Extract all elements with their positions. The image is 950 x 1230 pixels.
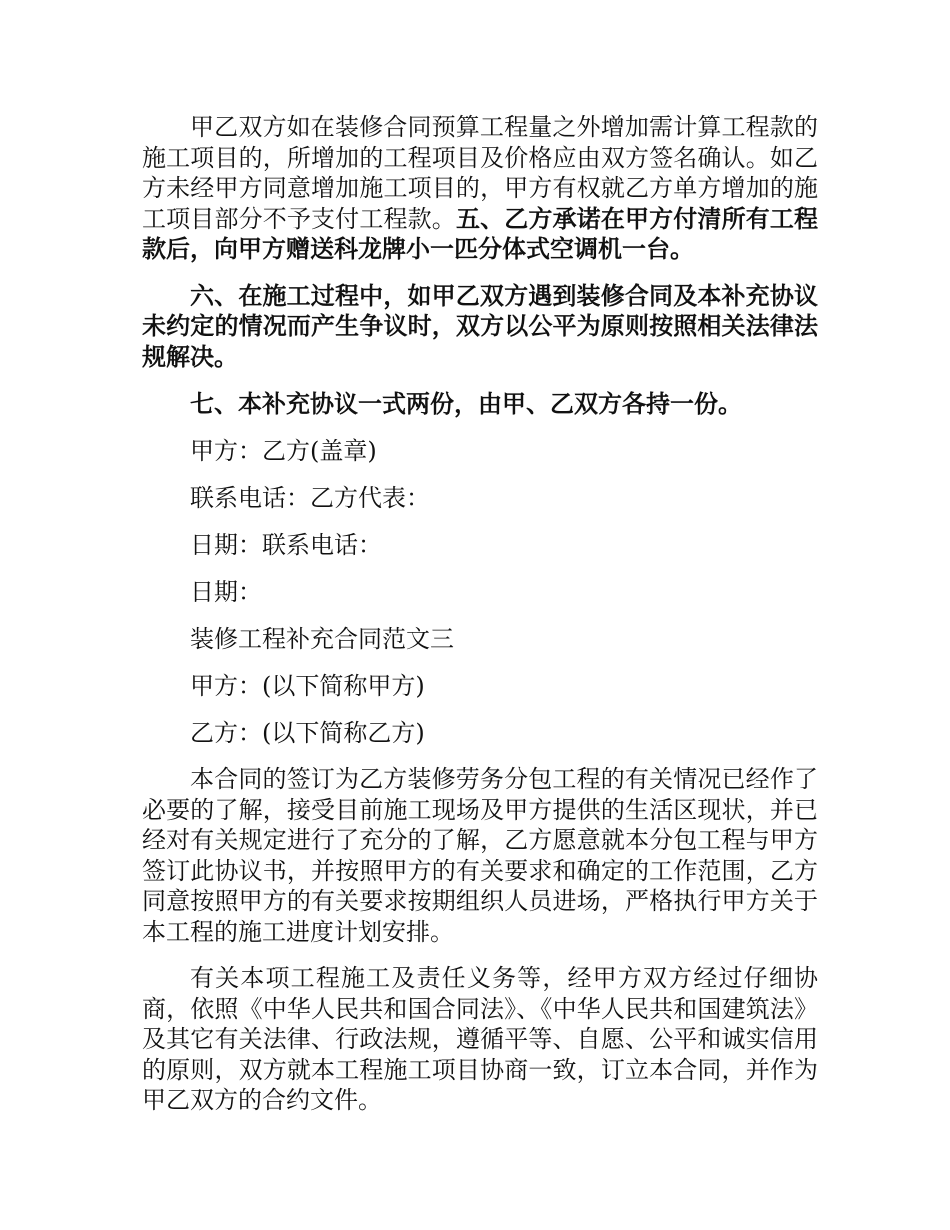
signature-line-4: 日期： (190, 578, 262, 606)
signature-line-1: 甲方：乙方(盖章) (190, 437, 377, 465)
signature-line-2: 联系电话：乙方代表： (190, 484, 430, 512)
signature-line-3: 日期：联系电话： (190, 531, 382, 559)
document-page (142, 112, 818, 1132)
section-title: 装修工程补充合同范文三 (190, 625, 454, 653)
clause-5-bold: 五、乙方承诺在甲方付清所有工程款后，向甲方赠送科龙牌小一匹分体式空调机一台。 (142, 203, 819, 263)
paragraph-extra-items (142, 112, 818, 265)
party-b-line: 乙方：(以下简称乙方) (190, 719, 425, 747)
paragraph-extra-items-text: 甲乙双方如在装修合同预算工程量之外增加需计算工程款的施工项目的，所增加的工程项目及价格应由双方签名确认。如乙方未经甲方同意增加施工项目的，甲方有权就乙方单方增加的施工项目部分不予支付工程款。 (142, 113, 818, 233)
party-a-line: 甲方：(以下简称甲方) (190, 672, 425, 700)
paragraph-legal-basis: 有关本项工程施工及责任义务等，经甲方双方经过仔细协商，依照《中华人民共和国合同法》、《中华人民共和国建筑法》及其它有关法律、行政法规，遵循平等、自愿、公平和诚实信用的原则，双方就本工程施工项目协商一致，订立本合同，并作为甲乙双方的合约文件。 (142, 964, 818, 1114)
clause-6: 六、在施工过程中，如甲乙双方遇到装修合同及本补充协议未约定的情况而产生争议时，双方以公平为原则按照相关法律法规解决。 (142, 280, 818, 371)
clause-7: 七、本补充协议一式两份，由甲、乙双方各持一份。 (190, 389, 742, 418)
paragraph-intro: 本合同的签订为乙方装修劳务分包工程的有关情况已经作了必要的了解，接受目前施工现场及甲方提供的生活区现状，并已经对有关规定进行了充分的了解，乙方愿意就本分包工程与甲方签订此协议书，并按照甲方的有关要求和确定的工作范围，乙方同意按照甲方的有关要求按期组织人员进场，严格执行甲方关于本工程的施工进度计划安排。 (142, 765, 818, 946)
